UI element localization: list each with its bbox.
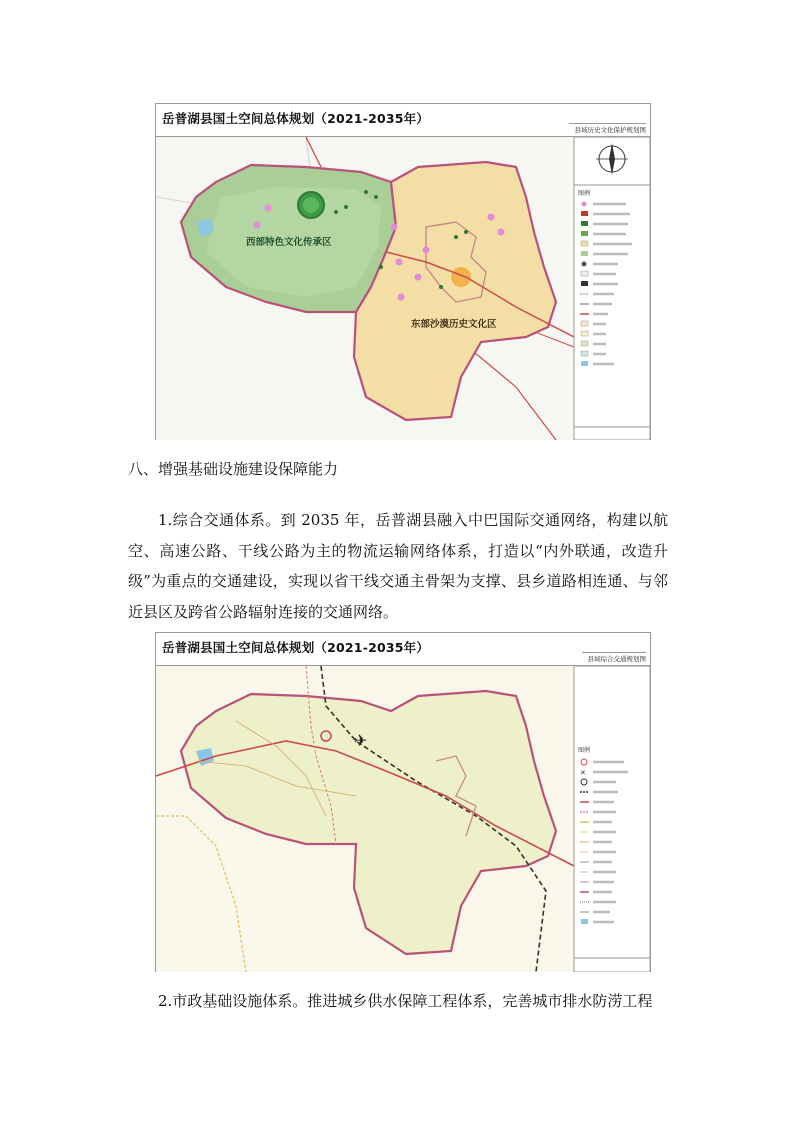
airport-icon: ✈ (354, 731, 368, 750)
legend-heading: 图例 (578, 190, 591, 197)
heritage-map-figure (155, 103, 651, 440)
map-header (156, 104, 650, 137)
east-zone-label: 东部沙漠历史文化区 (411, 319, 497, 330)
legend-heading: 图例 (578, 747, 591, 754)
map-body (156, 137, 650, 439)
section-heading: 八、增强基础设施建设保障能力 (128, 460, 339, 478)
map-subtitle: 县域综合交通规划图 (582, 652, 647, 663)
paragraph-transport: 1.综合交通体系。到 2035 年，岳普湖县融入中巴国际交通网络，构建以航空、高速公路、干线公路为主的物流运输网络体系，打造以“内外联通，改造升级”为重点的交通建设，实现以省干线交通主骨架为支撑、县乡道路相连通、与邻近县区及跨省公路辐射连接的交通网络。 (128, 511, 668, 621)
map-subtitle: 县域历史文化保护规划图 (569, 123, 647, 134)
map-title: 岳普湖县国土空间总体规划（2021-2035年） (162, 640, 430, 655)
map-legend (574, 137, 650, 440)
map-body (156, 666, 650, 971)
heritage-map-canvas (156, 137, 650, 440)
map-legend (574, 666, 650, 972)
map-header (156, 633, 650, 666)
paragraph-municipal: 2.市政基础设施体系。推进城乡供水保障工程体系，完善城市排水防涝工程 (158, 992, 653, 1010)
transport-map-canvas (156, 666, 650, 972)
west-zone-label: 西部特色文化传承区 (246, 237, 332, 248)
transport-map-figure (155, 632, 651, 972)
svg-text:✕: ✕ (580, 769, 586, 777)
map-title: 岳普湖县国土空间总体规划（2021-2035年） (162, 111, 430, 126)
